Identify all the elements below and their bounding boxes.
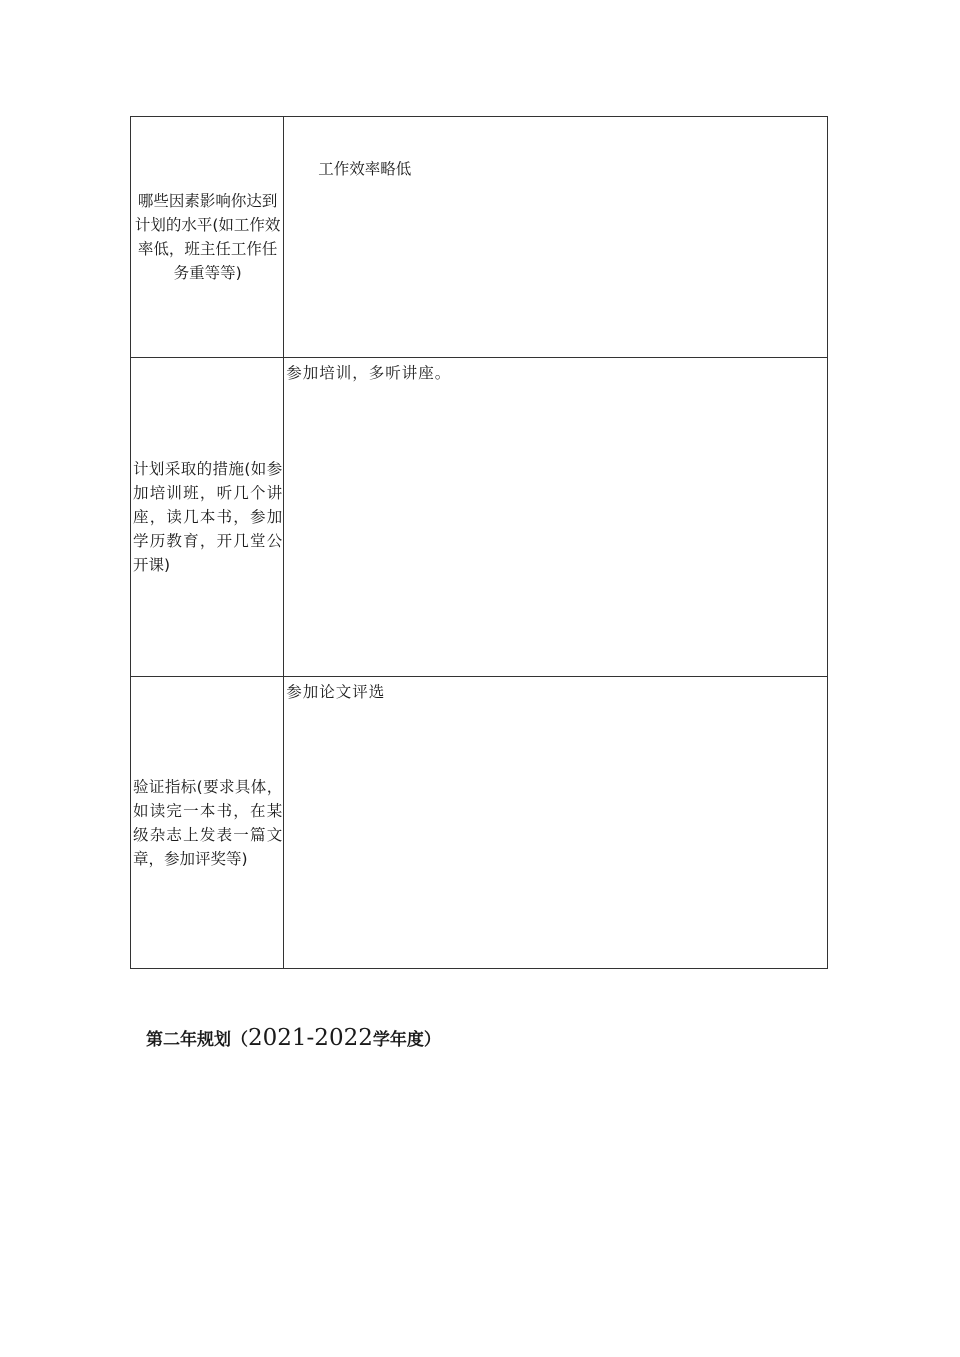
measures-label: 计划采取的措施(如参加培训班，听几个讲座，读几本书，参加学历教育，开几堂公开课) [133, 460, 283, 574]
indicators-content-cell [284, 677, 828, 969]
heading-suffix: 学年度） [372, 1030, 441, 1050]
heading-prefix: 第二年规划（ [146, 1030, 248, 1050]
second-year-plan-heading [146, 1022, 441, 1056]
measures-content-cell [284, 358, 828, 677]
indicators-content: 参加论文评选 [286, 683, 386, 701]
table-row-measures [131, 358, 828, 677]
factors-label: 哪些因素影响你达到计划的水平(如工作效率低，班主任工作任务重等等) [134, 192, 281, 282]
factors-label-cell [131, 117, 284, 358]
plan-table [130, 116, 828, 969]
measures-label-cell [131, 358, 284, 677]
heading-years: 2021-2022 [248, 1025, 373, 1051]
indicators-label: 验证指标(要求具体，如读完一本书，在某级杂志上发表一篇文章，参加评奖等) [133, 777, 283, 868]
indicators-label-cell [131, 677, 284, 969]
factors-content: 工作效率略低 [318, 160, 412, 178]
factors-content-cell [284, 117, 828, 358]
table-row-indicators [131, 677, 828, 969]
measures-content: 参加培训，多听讲座。 [286, 364, 452, 382]
table-row-factors [131, 117, 828, 358]
